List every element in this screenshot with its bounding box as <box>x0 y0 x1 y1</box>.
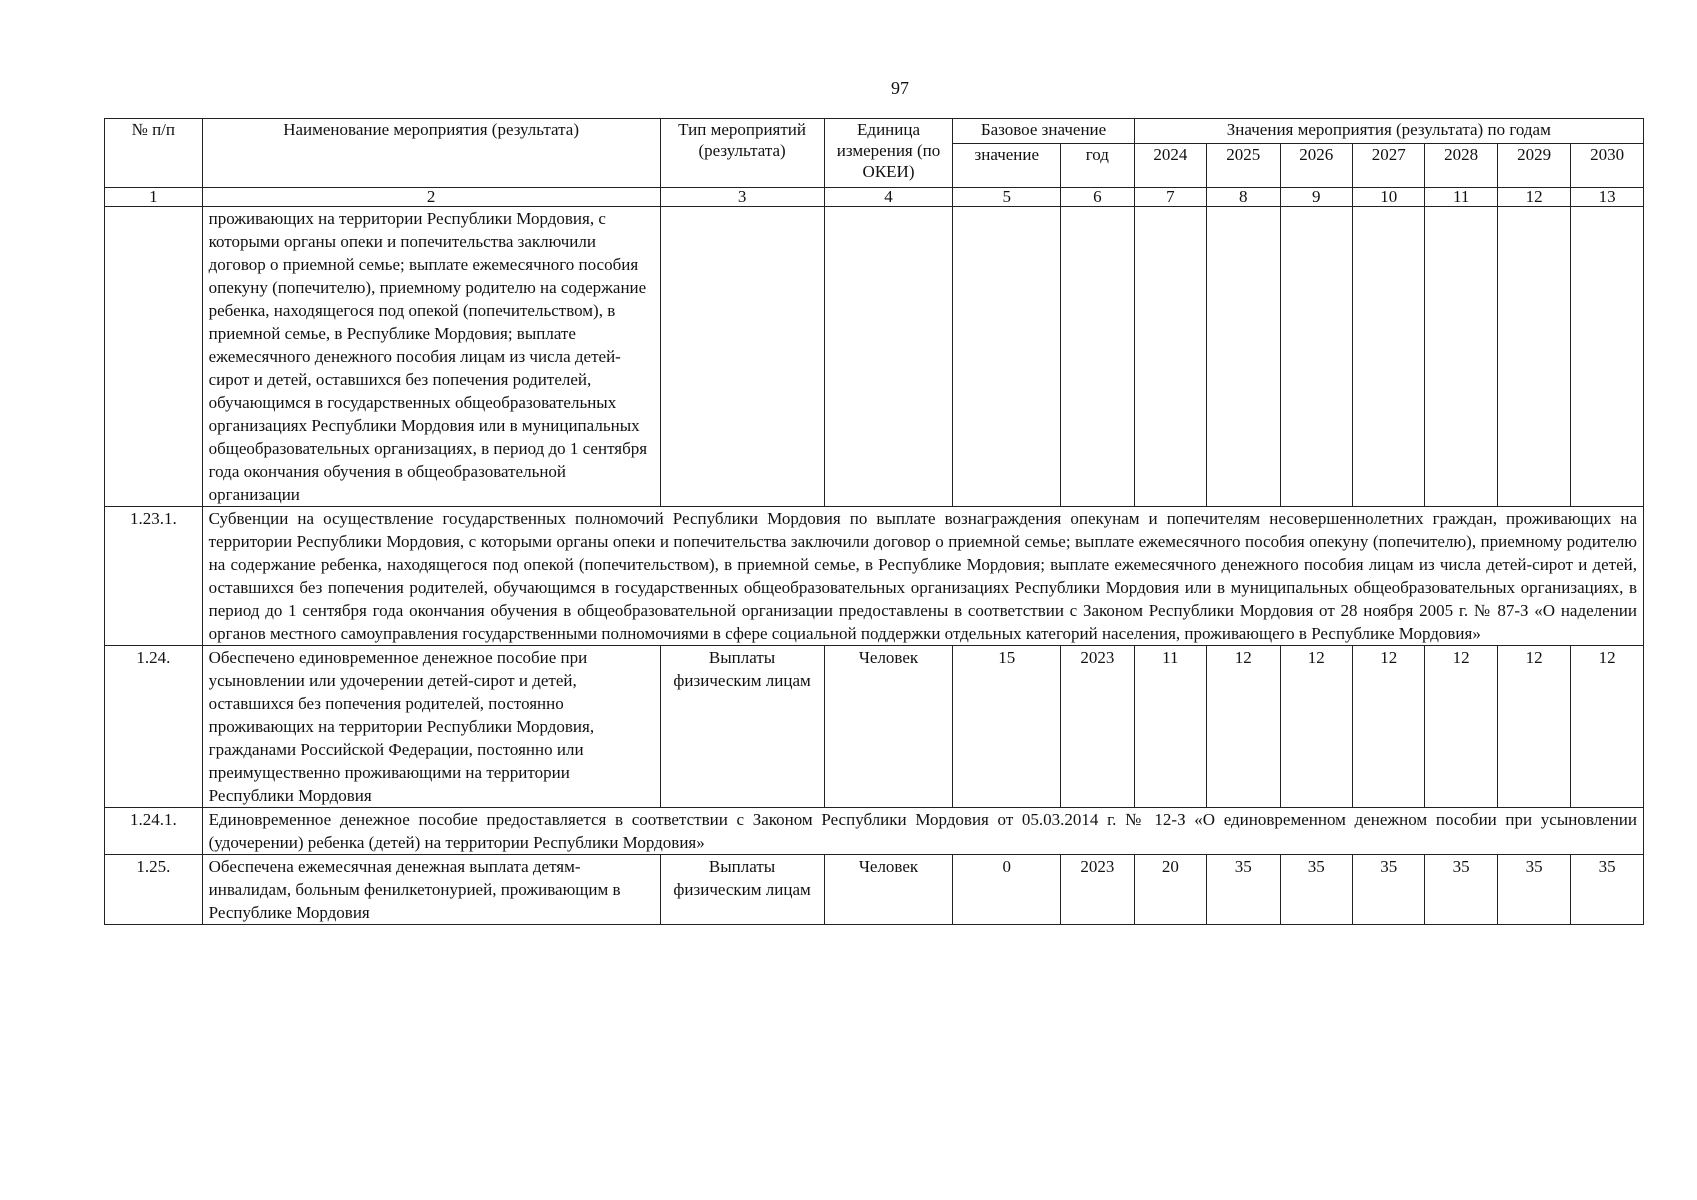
column-number: 11 <box>1425 188 1497 207</box>
measure-unit: Человек <box>824 855 953 925</box>
row-number: 1.24. <box>105 646 203 808</box>
header-year: 2029 <box>1497 144 1570 188</box>
base-year: 2023 <box>1061 855 1134 925</box>
base-value: 0 <box>953 855 1061 925</box>
header-unit: Единица измерения (по ОКЕИ) <box>824 119 953 188</box>
column-number: 4 <box>824 188 953 207</box>
row-number: 1.25. <box>105 855 203 925</box>
column-number: 1 <box>105 188 203 207</box>
column-number: 9 <box>1280 188 1352 207</box>
measure-name: Обеспечено единовременное денежное пособие при усыновлении или удочерении детей-сирот и детей, оставшихся без попечения родителей, постоянно проживающих на территории Республики Мордовия, гражданами Российской Федерации, постоянно или преимущественно проживающими на территории Республики Мордовия <box>202 646 660 808</box>
measure-type: Выплаты физическим лицам <box>660 855 824 925</box>
header-year: 2027 <box>1352 144 1424 188</box>
measures-table <box>104 118 1644 925</box>
table-row <box>105 646 1644 808</box>
table-row <box>105 808 1644 855</box>
row-number: 1.23.1. <box>105 507 203 646</box>
column-number: 5 <box>953 188 1061 207</box>
column-number: 12 <box>1497 188 1570 207</box>
table-row <box>105 507 1644 646</box>
year-value: 12 <box>1571 646 1644 808</box>
header-base-year: год <box>1061 144 1134 188</box>
column-number: 2 <box>202 188 660 207</box>
column-number: 3 <box>660 188 824 207</box>
year-value: 35 <box>1425 855 1497 925</box>
measure-name: Обеспечена ежемесячная денежная выплата детям-инвалидам, больным фенилкетонурией, проживающим в Республике Мордовия <box>202 855 660 925</box>
measure-unit: Человек <box>824 646 953 808</box>
table-row <box>105 855 1644 925</box>
header-name: Наименование мероприятия (результата) <box>202 119 660 188</box>
header-year: 2026 <box>1280 144 1352 188</box>
header-year: 2030 <box>1571 144 1644 188</box>
row-description: Единовременное денежное пособие предоставляется в соответствии с Законом Республики Мордовия от 05.03.2014 г. № 12-З «О единовременном денежном пособии при усыновлении (удочерении) ребенка (детей) на территории Республики Мордовия» <box>202 808 1643 855</box>
year-value: 12 <box>1425 646 1497 808</box>
year-value: 35 <box>1352 855 1424 925</box>
header-no: № п/п <box>105 119 203 188</box>
page-number: 97 <box>891 78 909 98</box>
year-value: 12 <box>1207 646 1280 808</box>
header-year: 2025 <box>1207 144 1280 188</box>
measure-name: проживающих на территории Республики Мордовия, с которыми органы опеки и попечительства заключили договор о приемной семье; выплате ежемесячного пособия опекуну (попечителю), приемному родителю на содержание ребенка, находящегося под опекой (попечительством), в приемной семье, в Республике Мордовия; выплате ежемесячного денежного пособия лицам из числа детей-сирот и детей, оставшихся без попечения родителей, обучающимся в государственных общеобразовательных организациях Республики Мордовия или в муниципальных общеобразовательных организациях, в период до 1 сентября года окончания обучения в общеобразовательной организации <box>202 207 660 507</box>
header-base-value: значение <box>953 144 1061 188</box>
year-value: 20 <box>1134 855 1206 925</box>
row-number: 1.24.1. <box>105 808 203 855</box>
header-year: 2028 <box>1425 144 1497 188</box>
year-value: 35 <box>1280 855 1352 925</box>
column-number: 7 <box>1134 188 1206 207</box>
header-year: 2024 <box>1134 144 1206 188</box>
year-value: 12 <box>1497 646 1570 808</box>
measure-type: Выплаты физическим лицам <box>660 646 824 808</box>
year-value: 35 <box>1207 855 1280 925</box>
header-years: Значения мероприятия (результата) по годам <box>1134 119 1643 144</box>
base-value: 15 <box>953 646 1061 808</box>
base-year: 2023 <box>1061 646 1134 808</box>
column-number-row <box>105 188 1644 207</box>
year-value: 35 <box>1571 855 1644 925</box>
table-row <box>105 207 1644 507</box>
year-value: 11 <box>1134 646 1206 808</box>
year-value: 12 <box>1280 646 1352 808</box>
year-value: 35 <box>1497 855 1570 925</box>
column-number: 10 <box>1352 188 1424 207</box>
year-value: 12 <box>1352 646 1424 808</box>
header-row-1 <box>105 119 1644 144</box>
header-base: Базовое значение <box>953 119 1134 144</box>
column-number: 13 <box>1571 188 1644 207</box>
row-description: Субвенции на осуществление государственных полномочий Республики Мордовия по выплате вознаграждения опекунам и попечителям несовершеннолетних граждан, проживающих на территории Республики Мордовия, с которыми органы опеки и попечительства заключили договор о приемной семье; выплате ежемесячного пособия опекуну (попечителю), приемному родителю на содержание ребенка, находящегося под опекой (попечительством), в приемной семье, в Республике Мордовия; выплате ежемесячного денежного пособия лицам из числа детей-сирот и детей, оставшихся без попечения родителей, обучающимся в государственных общеобразовательных организациях Республики Мордовия или в муниципальных общеобразовательных организациях, в период до 1 сентября года окончания обучения в общеобразовательной организации предоставлены в соответствии с Законом Республики Мордовия от 28 ноября 2005 г. № 87-З «О наделении органов местного самоуправления государственными полномочиями в сфере социальной поддержки отдельных категорий населения, проживающего в Республике Мордовия» <box>202 507 1643 646</box>
column-number: 8 <box>1207 188 1280 207</box>
column-number: 6 <box>1061 188 1134 207</box>
header-type: Тип мероприятий (результата) <box>660 119 824 188</box>
